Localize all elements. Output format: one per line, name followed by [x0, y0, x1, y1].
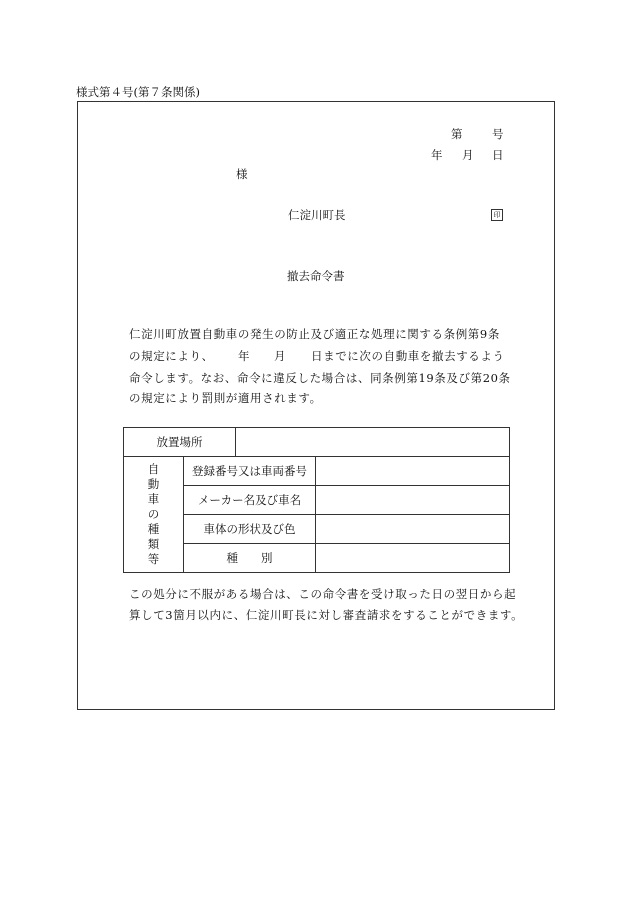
body-line-2b: 日までに次の自動車を撤去するよう — [311, 349, 505, 363]
vehicle-type-label: 自 動 車 の 種 類 等 — [124, 457, 184, 573]
issuer-name: 仁淀川町長 — [288, 208, 346, 222]
registration-number-label: 登録番号又は車両番号 — [184, 457, 316, 486]
body-line-3: 命令します。なお、命令に違反した場合は、同条例第19条及び第20条 — [129, 371, 511, 385]
table-row — [124, 457, 510, 486]
category-label: 種 別 — [184, 544, 316, 573]
body-shape-color-label: 車体の形状及び色 — [184, 515, 316, 544]
footer-line-1: この処分に不服がある場合は、この命令書を受け取った日の翌日から起 — [129, 587, 517, 601]
maker-name-value[interactable] — [316, 486, 510, 515]
recipient-suffix: 様 — [236, 167, 248, 181]
body-line-4: の規定により罰則が適用されます。 — [129, 391, 322, 405]
date-month: 月 — [462, 148, 474, 162]
form-number-label: 様式第４号(第７条関係) — [76, 85, 200, 99]
body-line-2a: の規定により、 — [129, 349, 214, 363]
body-line-2-month: 月 — [274, 349, 287, 363]
footer-line-2: 算して3箇月以内に、仁淀川町長に対し審査請求をすることができます。 — [129, 608, 524, 622]
document-title: 撤去命令書 — [287, 269, 345, 283]
body-line-1: 仁淀川町放置自動車の発生の防止及び適正な処理に関する条例第9条 — [129, 327, 500, 341]
location-value[interactable] — [236, 428, 510, 457]
registration-number-value[interactable] — [316, 457, 510, 486]
body-line-2-year: 年 — [238, 349, 251, 363]
number-dai: 第 — [451, 127, 463, 141]
maker-name-label: メーカー名及び車名 — [184, 486, 316, 515]
date-year: 年 — [431, 148, 443, 162]
location-label: 放置場所 — [124, 428, 236, 457]
date-day: 日 — [492, 148, 504, 162]
body-shape-color-value[interactable] — [316, 515, 510, 544]
number-go: 号 — [492, 127, 504, 141]
vehicle-info-table — [123, 427, 510, 573]
table-row — [124, 428, 510, 457]
category-value[interactable] — [316, 544, 510, 573]
seal-icon: 印 — [491, 209, 503, 221]
